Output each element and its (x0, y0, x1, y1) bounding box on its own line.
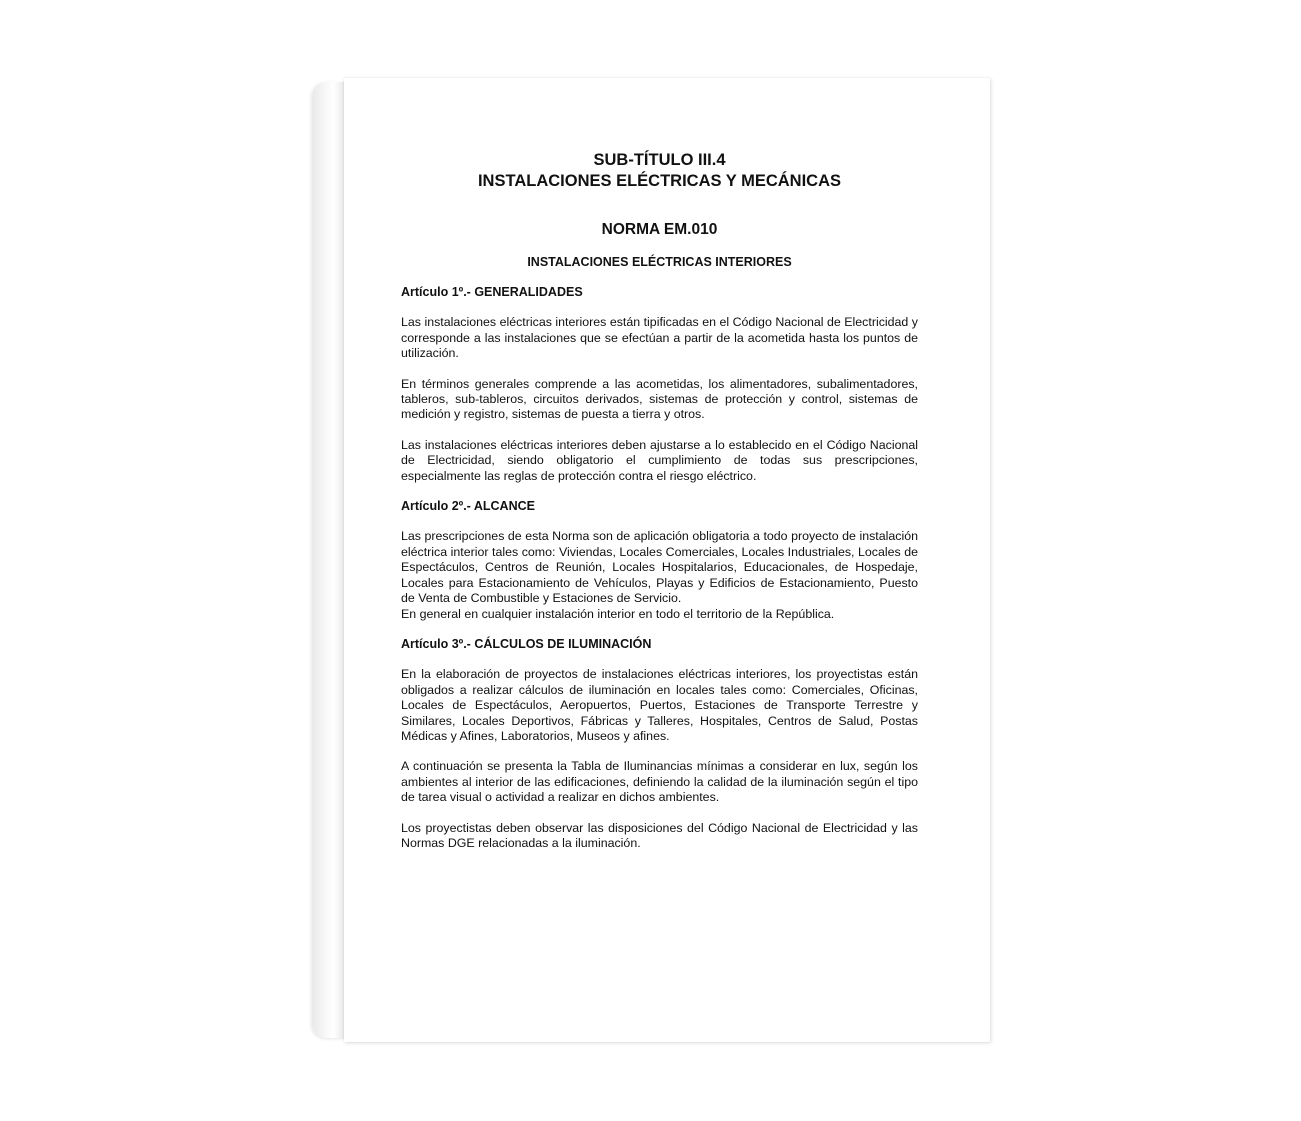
booklet-spine (312, 82, 348, 1038)
page-content (401, 150, 918, 851)
title-line-1: SUB-TÍTULO III.4 (593, 151, 726, 169)
article-1-paragraph-2: En términos generales comprende a las acometidas, los alimentadores, subalimentadores, tableros, sub-tableros, circuitos derivados, sistemas de protección y control, sistemas de medición y registro, sistemas de puesta a tierra y otros. (401, 376, 918, 422)
article-2-heading: Artículo 2º.- ALCANCE (401, 499, 535, 514)
article-1-paragraph-1: Las instalaciones eléctricas interiores están tipificadas en el Código Nacional de Electricidad y corresponde a las instalaciones que se efectúan a partir de la acometida hasta los puntos de utilización. (401, 315, 918, 361)
title-line-2: INSTALACIONES ELÉCTRICAS Y MECÁNICAS (477, 172, 842, 190)
article-3-paragraph-3: Los proyectistas deben observar las disposiciones del Código Nacional de Electricidad y las Normas DGE relacionadas a la iluminación. (401, 820, 918, 850)
article-3-heading: Artículo 3º.- CÁLCULOS DE ILUMINACIÓN (401, 636, 652, 651)
article-1-paragraph-3: Las instalaciones eléctricas interiores deben ajustarse a lo establecido en el Código Nacional de Electricidad, siendo obligatorio el cumplimiento de todas sus prescripciones, especialmente las reglas de protección contra el riesgo eléctrico. (401, 437, 918, 483)
article-2-paragraph-2: En general en cualquier instalación interior en todo el territorio de la República. (401, 606, 835, 621)
article-1-heading: Artículo 1º.- GENERALIDADES (401, 285, 583, 299)
article-3-paragraph-1: En la elaboración de proyectos de instalaciones eléctricas interiores, los proyectistas están obligados a realizar cálculos de iluminación en locales tales como: Comerciales, Oficinas, Locales de Espectáculos, Aeropuertos, Puertos, Estaciones de Transporte Terrestre y Similares, Locales Deportivos, Fábricas y Talleres, Hospitales, Centros de Salud, Postas Médicas y Afines, Laboratorios, Museos y afines. (401, 667, 918, 743)
document-booklet (312, 78, 990, 1042)
document-title (401, 150, 918, 192)
document-page (344, 78, 990, 1042)
article-3-paragraph-2: A continuación se presenta la Tabla de Iluminancias mínimas a considerar en lux, según los ambientes al interior de las edificaciones, definiendo la calidad de la iluminación según el tipo de tarea visual o actividad a realizar en dichos ambientes. (401, 759, 918, 805)
norma-heading: NORMA EM.010 (601, 221, 718, 238)
norma-subheading: INSTALACIONES ELÉCTRICAS INTERIORES (527, 255, 792, 269)
article-2-paragraph-1: Las prescripciones de esta Norma son de aplicación obligatoria a todo proyecto de instalación eléctrica interior tales como: Viviendas, Locales Comerciales, Locales Industriales, Locales de Espectáculos, Centros de Reunión, Locales Hospitalarios, Educacionales, de Hospedaje, Locales para Estacionamiento de Vehículos, Playas y Edificios de Estacionamiento, Puesto de Venta de Combustible y Estaciones de Servicio. (401, 529, 918, 606)
